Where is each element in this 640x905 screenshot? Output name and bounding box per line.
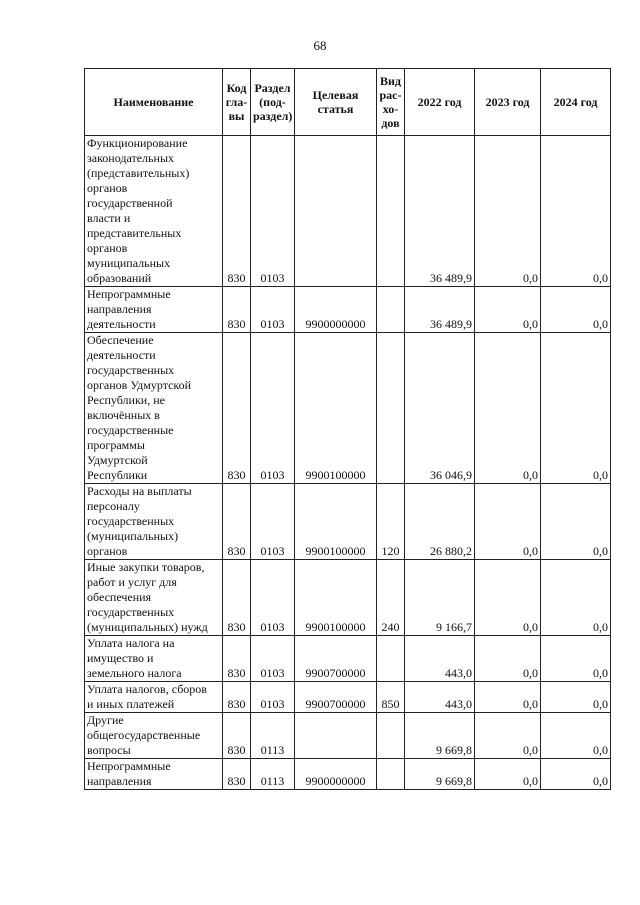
cell-2024: 0,0 bbox=[541, 333, 611, 484]
cell-statya: 9900000000 bbox=[295, 759, 377, 790]
header-row bbox=[85, 69, 611, 136]
cell-2022: 9 669,8 bbox=[405, 759, 475, 790]
cell-razdel: 0113 bbox=[251, 759, 295, 790]
cell-2022: 443,0 bbox=[405, 682, 475, 713]
cell-name: Функционирование законодательных (представительных) органов государственной власти и представительных органов муниципальных образований bbox=[85, 136, 223, 287]
cell-vid bbox=[377, 759, 405, 790]
cell-name: Другие общегосударственные вопросы bbox=[85, 713, 223, 759]
header-2024: 2024 год bbox=[541, 69, 611, 136]
header-razdel: Раздел (под-раздел) bbox=[251, 69, 295, 136]
cell-razdel: 0103 bbox=[251, 636, 295, 682]
cell-2022: 443,0 bbox=[405, 636, 475, 682]
cell-2023: 0,0 bbox=[475, 682, 541, 713]
header-2022: 2022 год bbox=[405, 69, 475, 136]
cell-2023: 0,0 bbox=[475, 287, 541, 333]
cell-kod: 830 bbox=[223, 713, 251, 759]
cell-2022: 36 489,9 bbox=[405, 136, 475, 287]
table-row bbox=[85, 287, 611, 333]
cell-2024: 0,0 bbox=[541, 484, 611, 560]
cell-vid bbox=[377, 333, 405, 484]
cell-kod: 830 bbox=[223, 287, 251, 333]
cell-name: Иные закупки товаров, работ и услуг для обеспечения государственных (муниципальных) нужд bbox=[85, 560, 223, 636]
cell-2023: 0,0 bbox=[475, 713, 541, 759]
cell-vid bbox=[377, 136, 405, 287]
table-row bbox=[85, 682, 611, 713]
cell-name: Обеспечение деятельности государственных органов Удмуртской Республики, не включённых в государственные программы Удмуртской Республики bbox=[85, 333, 223, 484]
budget-table bbox=[84, 68, 611, 790]
cell-2022: 36 046,9 bbox=[405, 333, 475, 484]
cell-2023: 0,0 bbox=[475, 560, 541, 636]
cell-statya: 9900100000 bbox=[295, 333, 377, 484]
cell-statya: 9900100000 bbox=[295, 484, 377, 560]
cell-2024: 0,0 bbox=[541, 759, 611, 790]
cell-razdel: 0103 bbox=[251, 333, 295, 484]
cell-2024: 0,0 bbox=[541, 287, 611, 333]
cell-razdel: 0103 bbox=[251, 560, 295, 636]
cell-2024: 0,0 bbox=[541, 560, 611, 636]
cell-vid bbox=[377, 713, 405, 759]
cell-razdel: 0103 bbox=[251, 682, 295, 713]
cell-statya: 9900100000 bbox=[295, 560, 377, 636]
cell-razdel: 0103 bbox=[251, 484, 295, 560]
header-name: Наименование bbox=[85, 69, 223, 136]
cell-name: Уплата налога на имущество и земельного налога bbox=[85, 636, 223, 682]
table-row bbox=[85, 759, 611, 790]
cell-name: Расходы на выплаты персоналу государственных (муниципальных) органов bbox=[85, 484, 223, 560]
table-row bbox=[85, 484, 611, 560]
cell-name: Уплата налогов, сборов и иных платежей bbox=[85, 682, 223, 713]
header-vid: Вид рас-хо-дов bbox=[377, 69, 405, 136]
cell-kod: 830 bbox=[223, 136, 251, 287]
cell-statya: 9900000000 bbox=[295, 287, 377, 333]
cell-razdel: 0103 bbox=[251, 287, 295, 333]
cell-statya: 9900700000 bbox=[295, 636, 377, 682]
cell-vid bbox=[377, 636, 405, 682]
cell-razdel: 0113 bbox=[251, 713, 295, 759]
cell-2024: 0,0 bbox=[541, 636, 611, 682]
cell-2024: 0,0 bbox=[541, 713, 611, 759]
cell-2023: 0,0 bbox=[475, 484, 541, 560]
table-row bbox=[85, 636, 611, 682]
cell-vid: 850 bbox=[377, 682, 405, 713]
cell-kod: 830 bbox=[223, 682, 251, 713]
header-kod: Код гла-вы bbox=[223, 69, 251, 136]
cell-kod: 830 bbox=[223, 759, 251, 790]
header-statya: Целевая статья bbox=[295, 69, 377, 136]
cell-2023: 0,0 bbox=[475, 636, 541, 682]
cell-kod: 830 bbox=[223, 560, 251, 636]
page-number: 68 bbox=[313, 38, 327, 53]
cell-2022: 9 166,7 bbox=[405, 560, 475, 636]
cell-2024: 0,0 bbox=[541, 682, 611, 713]
cell-razdel: 0103 bbox=[251, 136, 295, 287]
cell-2022: 36 489,9 bbox=[405, 287, 475, 333]
cell-vid: 120 bbox=[377, 484, 405, 560]
cell-2023: 0,0 bbox=[475, 759, 541, 790]
cell-kod: 830 bbox=[223, 333, 251, 484]
table-row bbox=[85, 713, 611, 759]
cell-statya: 9900700000 bbox=[295, 682, 377, 713]
cell-kod: 830 bbox=[223, 636, 251, 682]
table-row bbox=[85, 333, 611, 484]
cell-2022: 9 669,8 bbox=[405, 713, 475, 759]
cell-statya bbox=[295, 136, 377, 287]
cell-vid: 240 bbox=[377, 560, 405, 636]
table-row bbox=[85, 136, 611, 287]
cell-name: Непрограммные направления bbox=[85, 759, 223, 790]
cell-2022: 26 880,2 bbox=[405, 484, 475, 560]
cell-vid bbox=[377, 287, 405, 333]
header-2023: 2023 год bbox=[475, 69, 541, 136]
cell-2024: 0,0 bbox=[541, 136, 611, 287]
cell-2023: 0,0 bbox=[475, 333, 541, 484]
cell-kod: 830 bbox=[223, 484, 251, 560]
table-row bbox=[85, 560, 611, 636]
cell-2023: 0,0 bbox=[475, 136, 541, 287]
cell-name: Непрограммные направления деятельности bbox=[85, 287, 223, 333]
cell-statya bbox=[295, 713, 377, 759]
